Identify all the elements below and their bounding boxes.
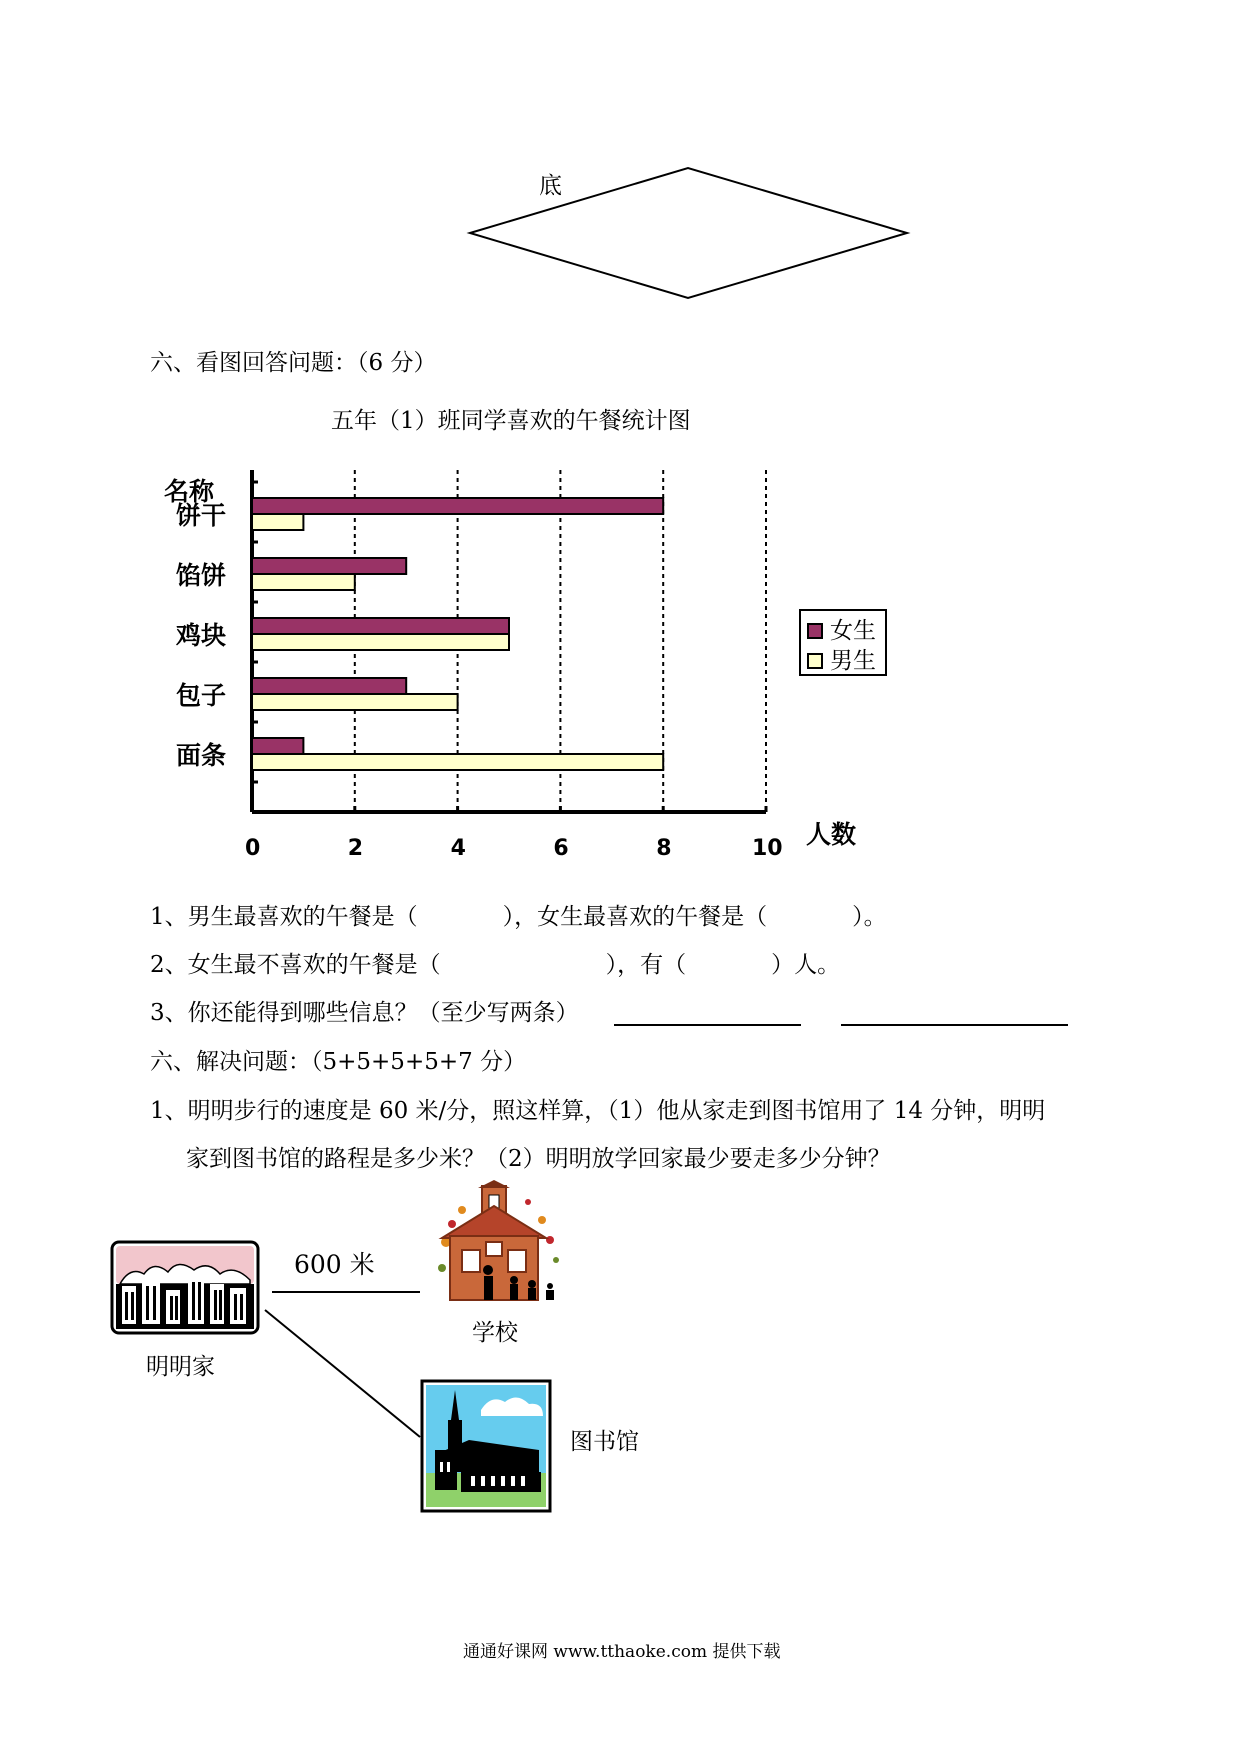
- home-city-icon: [110, 1240, 260, 1335]
- x-tick-label-0: 0: [245, 836, 261, 861]
- distance-label: 600 米: [294, 1250, 375, 1279]
- legend-label-1: 男生: [830, 648, 876, 674]
- category-label-2: 鸡块: [176, 621, 227, 650]
- chart-x-axis-label: 人数: [806, 820, 857, 849]
- school-icon: [432, 1180, 567, 1315]
- chart-y-axis-label: 名称: [164, 477, 215, 506]
- question-1-part-a: 1、男生最喜欢的午餐是（: [150, 904, 418, 930]
- category-label-4: 面条: [176, 741, 227, 770]
- x-tick-label-2: 4: [450, 836, 466, 861]
- problem-1-line-1: 1、明明步行的速度是 60 米/分，照这样算，（1）他从家走到图书馆用了 14 分钟，明明: [150, 1098, 1046, 1124]
- x-tick-label-4: 8: [656, 836, 672, 861]
- question-1-part-b: ），女生最喜欢的午餐是（: [502, 904, 768, 930]
- question-2-part-b: ），有（: [605, 952, 687, 978]
- school-label: 学校: [472, 1320, 518, 1346]
- question-2-part-a: 2、女生最不喜欢的午餐是（: [150, 952, 441, 978]
- category-label-0: 饼干: [176, 501, 227, 530]
- x-tick-label-1: 2: [347, 836, 364, 861]
- library-label: 图书馆: [570, 1429, 639, 1455]
- category-label-1: 馅饼: [176, 561, 227, 590]
- x-tick-label-5: 10: [752, 836, 783, 861]
- section-heading-chart: 六、看图回答问题：（6 分）: [150, 350, 437, 376]
- question-2-part-c: ）人。: [771, 952, 841, 978]
- category-label-3: 包子: [176, 681, 227, 710]
- legend-label-0: 女生: [830, 618, 876, 644]
- library-church-icon: [421, 1380, 551, 1512]
- problem-1-line-2: 家到图书馆的路程是多少米？（2）明明放学回家最少要走多少分钟？: [186, 1146, 891, 1172]
- section-heading-solve: 六、解决问题：（5+5+5+5+7 分）: [150, 1049, 527, 1075]
- home-label: 明明家: [146, 1354, 215, 1380]
- x-tick-label-3: 6: [553, 836, 569, 861]
- footer-text: 通通好课网 www.tthaoke.com 提供下载: [463, 1642, 781, 1662]
- rhombus-base-label: 底: [539, 173, 562, 199]
- question-3-text: 3、你还能得到哪些信息？（至少写两条）: [150, 1000, 579, 1026]
- chart-title: 五年（1）班同学喜欢的午餐统计图: [331, 408, 691, 434]
- question-1-part-c: ）。: [852, 904, 887, 930]
